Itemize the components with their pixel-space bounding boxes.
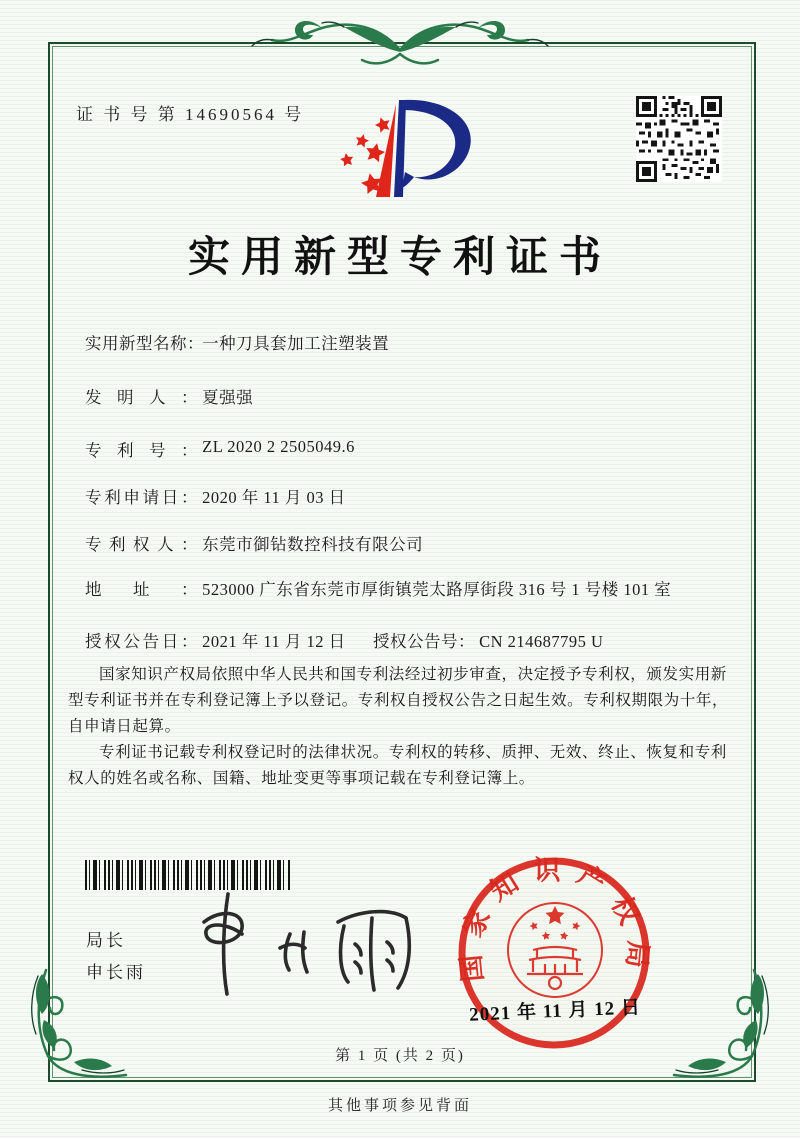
border-ornament-top-icon bbox=[250, 8, 550, 82]
field-label: 授权公告号： bbox=[373, 632, 475, 651]
field-value: 一种刀具套加工注塑装置 bbox=[202, 334, 390, 353]
field-row-name bbox=[85, 330, 745, 354]
field-label: 专利申请日： bbox=[85, 488, 198, 507]
field-value: 2021 年 11 月 12 日 bbox=[202, 632, 346, 651]
field-row-address bbox=[85, 576, 745, 603]
legal-paragraph-1: 国家知识产权局依照中华人民共和国专利法经过初步审查，决定授予专利权，颁发实用新型专利证书并在专利登记簿上予以登记。专利权自授权公告之日起生效。专利权期限为十年，自申请日起算。 bbox=[68, 666, 729, 735]
field-label: 发明人： bbox=[85, 388, 198, 407]
field-value: 夏强强 bbox=[202, 388, 254, 407]
director-title: 局长 bbox=[86, 931, 126, 950]
field-row-grant bbox=[85, 628, 745, 652]
field-value: CN 214687795 U bbox=[479, 632, 604, 651]
seal-circular-text: 国家知识产权局 bbox=[455, 855, 654, 984]
legal-text-block bbox=[68, 662, 742, 792]
director-name: 申长雨 bbox=[86, 963, 146, 982]
field-row-patentee bbox=[85, 531, 745, 555]
cnipa-logo-icon bbox=[326, 94, 482, 204]
corner-flourish-left-icon bbox=[28, 968, 130, 1086]
field-label: 专利号： bbox=[85, 441, 198, 460]
qr-code bbox=[636, 96, 722, 182]
page-number: 第 1 页 (共 2 页) bbox=[335, 1048, 465, 1064]
field-label: 地址： bbox=[85, 580, 198, 599]
field-value: ZL 2020 2 2505049.6 bbox=[202, 437, 355, 456]
certificate-title: 实用新型专利证书 bbox=[187, 235, 612, 281]
director-signature bbox=[192, 888, 424, 1000]
field-label: 专利权人： bbox=[85, 535, 198, 554]
field-row-filing-date bbox=[85, 484, 745, 508]
field-label: 授权公告日： bbox=[85, 632, 198, 651]
grant-number-pair bbox=[373, 628, 603, 652]
back-side-note: 其他事项参见背面 bbox=[327, 1098, 472, 1114]
barcode bbox=[85, 860, 291, 890]
seal-date: 2021 年 11 月 12 日 bbox=[468, 997, 642, 1026]
field-value: 2020 年 11 月 03 日 bbox=[202, 488, 346, 507]
corner-flourish-right-icon bbox=[670, 968, 772, 1086]
certificate-number: 证 书 号 第 14690564 号 bbox=[76, 105, 305, 124]
field-row-patent-number bbox=[85, 437, 745, 461]
field-value: 523000 广东省东莞市厚街镇莞太路厚街段 316 号 1 号楼 101 室 bbox=[202, 580, 672, 599]
field-row-inventor bbox=[85, 384, 745, 408]
field-value: 东莞市御钻数控科技有限公司 bbox=[202, 535, 424, 554]
field-label: 实用新型名称： bbox=[85, 334, 204, 353]
legal-paragraph-2: 专利证书记载专利权登记时的法律状况。专利权的转移、质押、无效、终止、恢复和专利权人的姓名或名称、国籍、地址变更等事项记载在专利登记簿上。 bbox=[68, 744, 727, 787]
